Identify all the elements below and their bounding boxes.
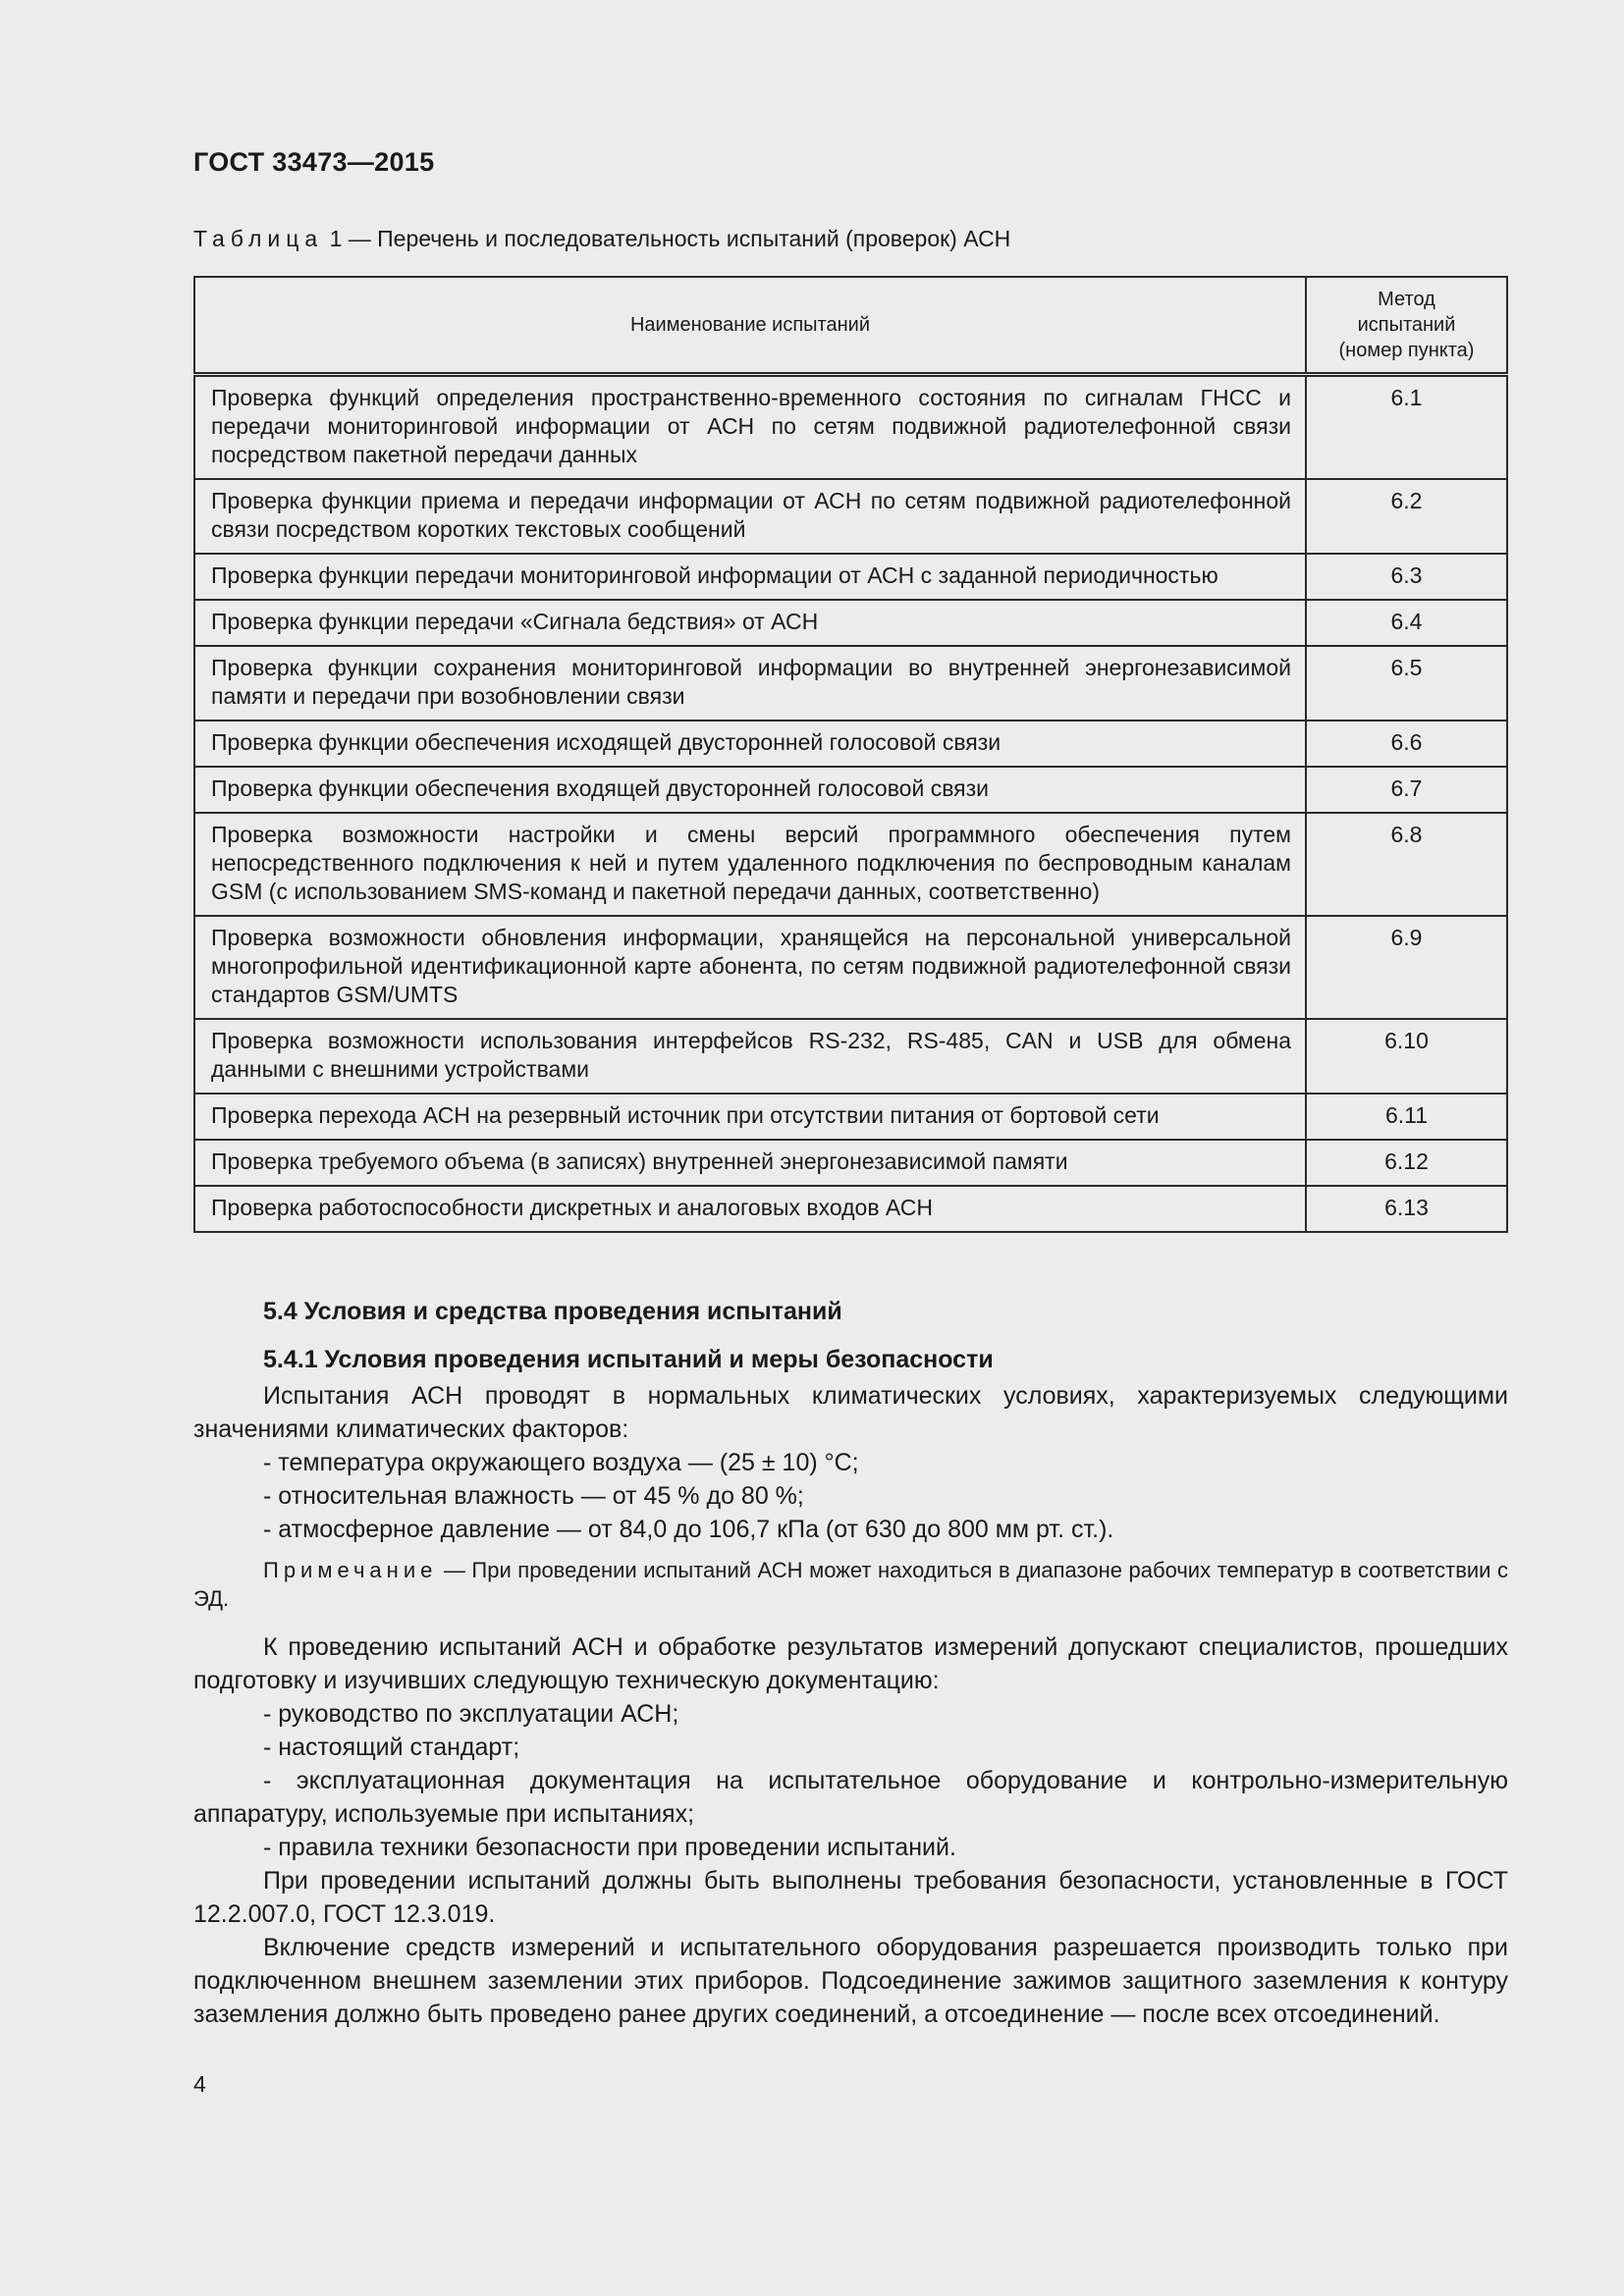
test-name-cell: Проверка функции обеспечения входящей двусторонней голосовой связи bbox=[194, 767, 1306, 813]
page-number: 4 bbox=[193, 2071, 206, 2097]
test-name-cell: Проверка работоспособности дискретных и аналоговых входов АСН bbox=[194, 1186, 1306, 1232]
method-cell: 6.12 bbox=[1306, 1140, 1507, 1186]
table-row bbox=[194, 813, 1507, 916]
method-cell: 6.5 bbox=[1306, 646, 1507, 721]
table-row bbox=[194, 767, 1507, 813]
test-name-cell: Проверка функции сохранения мониторинговой информации во внутренней энергонезависимой памяти и передачи при возобновлении связи bbox=[194, 646, 1306, 721]
test-name-cell: Проверка возможности настройки и смены версий программного обеспечения путем непосредственного подключения к ней и путем удаленного подключения по беспроводным каналам GSM (с использованием SMS-команд и пакетной передачи данных, соответственно) bbox=[194, 813, 1306, 916]
doc-item: - настоящий стандарт; bbox=[263, 1734, 520, 1761]
method-cell: 6.2 bbox=[1306, 479, 1507, 554]
table-caption-word: Таблица bbox=[193, 226, 324, 251]
doc-item: - руководство по эксплуатации АСН; bbox=[263, 1700, 679, 1728]
note bbox=[193, 1556, 1508, 1613]
method-cell: 6.8 bbox=[1306, 813, 1507, 916]
staff-intro: К проведению испытаний АСН и обработке результатов измерений допускают специалистов, прошедших подготовку и изучивших следующую техническую документацию: bbox=[193, 1633, 1508, 1694]
grounding-paragraph: Включение средств измерений и испытательного оборудования разрешается производить только при подключенном внешнем заземлении этих приборов. Подсоединение зажимов защитного заземления к контуру заземления должно быть проведено ранее других соединений, а отсоединение — после всех отсоединений. bbox=[193, 1934, 1508, 2028]
table-row bbox=[194, 479, 1507, 554]
note-word: Примечание bbox=[263, 1558, 438, 1582]
tests-table bbox=[193, 276, 1508, 1233]
table-row bbox=[194, 554, 1507, 600]
conditions-intro: Испытания АСН проводят в нормальных климатических условиях, характеризуемых следующими значениями климатических факторов: bbox=[193, 1382, 1508, 1443]
table-row bbox=[194, 1094, 1507, 1140]
method-cell: 6.1 bbox=[1306, 375, 1507, 480]
section-title-5-4: 5.4 Условия и средства проведения испытаний bbox=[263, 1298, 842, 1325]
table-row bbox=[194, 375, 1507, 480]
table-caption-text: 1 — Перечень и последовательность испытаний (проверок) АСН bbox=[323, 226, 1011, 251]
table-header-row bbox=[194, 277, 1507, 375]
table-row bbox=[194, 721, 1507, 767]
table-row bbox=[194, 600, 1507, 646]
section-title-5-4-1: 5.4.1 Условия проведения испытаний и меры безопасности bbox=[263, 1346, 994, 1373]
test-name-cell: Проверка перехода АСН на резервный источник при отсутствии питания от бортовой сети bbox=[194, 1094, 1306, 1140]
test-name-cell: Проверка функции обеспечения исходящей двусторонней голосовой связи bbox=[194, 721, 1306, 767]
method-cell: 6.6 bbox=[1306, 721, 1507, 767]
column-header-name: Наименование испытаний bbox=[194, 277, 1306, 375]
condition-item: - температура окружающего воздуха — (25 ± 10) °С; bbox=[263, 1449, 859, 1476]
test-name-cell: Проверка функции приема и передачи информации от АСН по сетям подвижной радиотелефонной связи посредством коротких текстовых сообщений bbox=[194, 479, 1306, 554]
method-cell: 6.11 bbox=[1306, 1094, 1507, 1140]
note-text: — При проведении испытаний АСН может находиться в диапазоне рабочих температур в соответствии с ЭД. bbox=[193, 1558, 1508, 1611]
test-name-cell: Проверка требуемого объема (в записях) внутренней энергонезависимой памяти bbox=[194, 1140, 1306, 1186]
method-cell: 6.4 bbox=[1306, 600, 1507, 646]
doc-item: - правила техники безопасности при проведении испытаний. bbox=[263, 1834, 956, 1861]
section-body bbox=[193, 1379, 1508, 2031]
test-name-cell: Проверка функций определения пространственно-временного состояния по сигналам ГНСС и передачи мониторинговой информации от АСН по сетям подвижной радиотелефонной связи посредством пакетной передачи данных bbox=[194, 375, 1306, 480]
table-row bbox=[194, 1140, 1507, 1186]
column-header-method bbox=[1306, 277, 1507, 375]
column-header-method-line: испытаний bbox=[1357, 314, 1456, 336]
method-cell: 6.3 bbox=[1306, 554, 1507, 600]
condition-item: - относительная влажность — от 45 % до 80 %; bbox=[263, 1482, 804, 1510]
document-header: ГОСТ 33473—2015 bbox=[193, 147, 435, 177]
table-row bbox=[194, 1019, 1507, 1094]
column-header-method-line: (номер пункта) bbox=[1338, 340, 1475, 361]
method-cell: 6.7 bbox=[1306, 767, 1507, 813]
doc-item: - эксплуатационная документация на испытательное оборудование и контрольно-измерительную аппаратуру, используемые при испытаниях; bbox=[193, 1767, 1508, 1828]
safety-paragraph: При проведении испытаний должны быть выполнены требования безопасности, установленные в ГОСТ 12.2.007.0, ГОСТ 12.3.019. bbox=[193, 1867, 1508, 1928]
method-cell: 6.13 bbox=[1306, 1186, 1507, 1232]
method-cell: 6.9 bbox=[1306, 916, 1507, 1019]
test-name-cell: Проверка возможности использования интерфейсов RS-232, RS-485, CAN и USB для обмена данными с внешними устройствами bbox=[194, 1019, 1306, 1094]
column-header-method-line: Метод bbox=[1378, 289, 1435, 310]
test-name-cell: Проверка функции передачи мониторинговой информации от АСН с заданной периодичностью bbox=[194, 554, 1306, 600]
method-cell: 6.10 bbox=[1306, 1019, 1507, 1094]
table-row bbox=[194, 916, 1507, 1019]
test-name-cell: Проверка возможности обновления информации, хранящейся на персональной универсальной многопрофильной идентификационной карте абонента, по сетям подвижной радиотелефонной связи стандартов GSM/UMTS bbox=[194, 916, 1306, 1019]
condition-item: - атмосферное давление — от 84,0 до 106,7 кПа (от 630 до 800 мм рт. ст.). bbox=[263, 1516, 1114, 1543]
table-row bbox=[194, 646, 1507, 721]
test-name-cell: Проверка функции передачи «Сигнала бедствия» от АСН bbox=[194, 600, 1306, 646]
table-row bbox=[194, 1186, 1507, 1232]
table-caption bbox=[193, 226, 1010, 252]
